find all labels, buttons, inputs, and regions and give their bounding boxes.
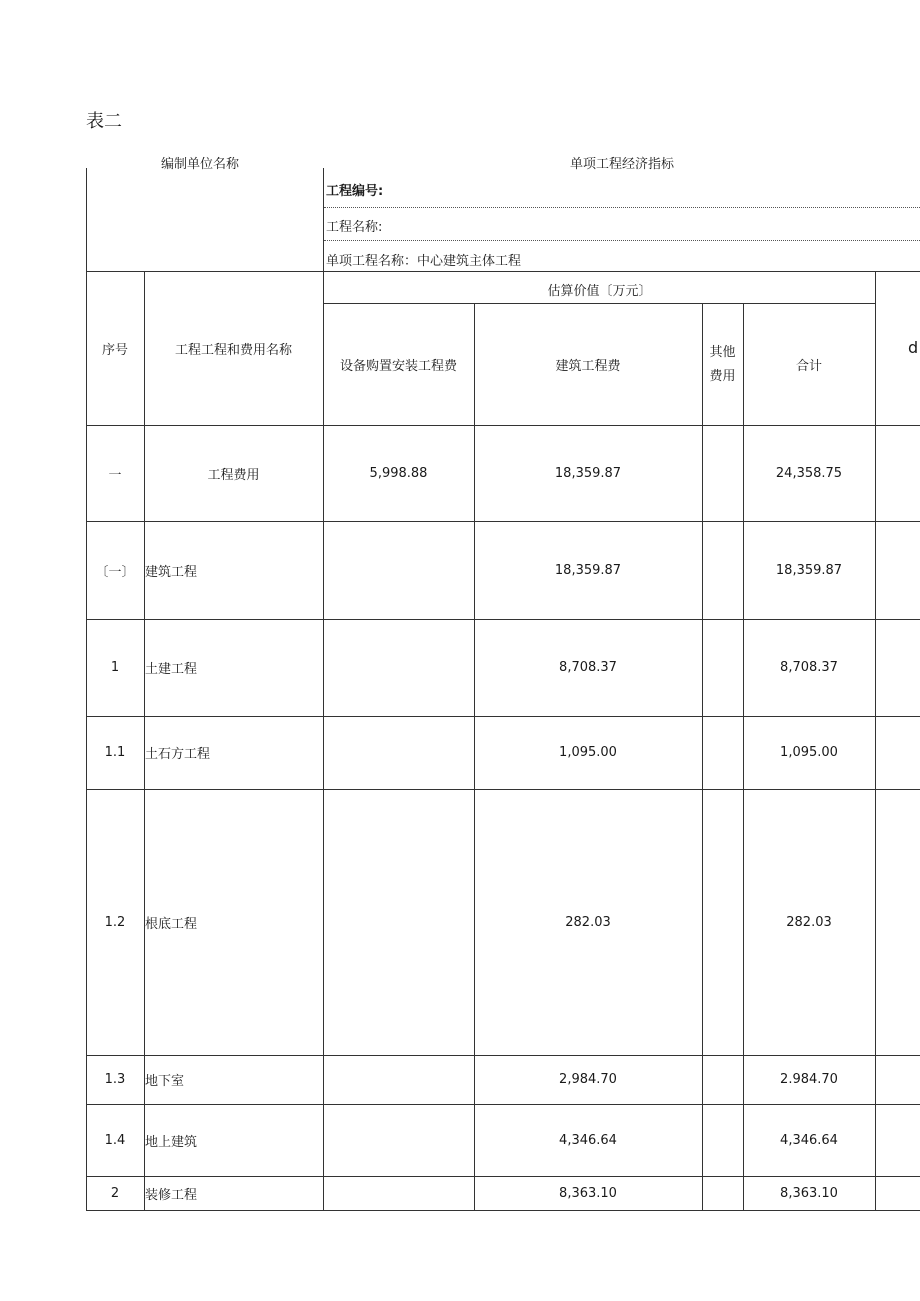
row-total: 4,346.64 (780, 1132, 838, 1148)
row-seq: 〔一〕 (95, 564, 135, 580)
row-build-cost: 282.03 (565, 914, 611, 930)
project-name-label: 工程名称: (326, 219, 383, 235)
row-name: 地上建筑 (145, 1134, 198, 1150)
row-name: 工程费用 (207, 467, 260, 483)
row-other-cost (702, 1104, 743, 1176)
row-other-cost (702, 521, 743, 619)
row-total: 8,708.37 (780, 660, 838, 675)
table-label: 表二 (86, 111, 122, 132)
row-equip-cost (323, 1176, 474, 1210)
row-total: 18,359.87 (775, 562, 843, 578)
row-name: 根底工程 (145, 916, 198, 932)
col-header-seq: 序号 (101, 343, 128, 358)
row-other-cost (702, 425, 743, 521)
row-total: 2.984.70 (780, 1072, 838, 1087)
col-header-total: 合计 (795, 359, 822, 374)
row-equip-cost (323, 619, 474, 716)
row-build-cost: 8,708.37 (559, 660, 617, 675)
row-other-cost (702, 1055, 743, 1104)
row-seq: 1.2 (104, 914, 126, 930)
project-code-label: 工程编号: (326, 183, 384, 199)
row-name: 土石方工程 (145, 747, 211, 762)
row-equip-cost (323, 1055, 474, 1104)
row-seq: 1.1 (104, 745, 126, 760)
row-build-cost: 1,095.00 (559, 745, 617, 760)
row-equip-cost (323, 521, 474, 619)
indicator-label: 单项工程经济指标 (569, 156, 674, 172)
col-header-build: 建筑工程费 (555, 359, 621, 374)
row-build-cost: 4,346.64 (559, 1132, 617, 1148)
row-build-cost: 18,359.87 (554, 562, 622, 578)
row-other-cost (702, 619, 743, 716)
row-build-cost: 2,984.70 (559, 1072, 617, 1087)
row-build-cost: 8,363.10 (559, 1185, 617, 1201)
row-other-cost (702, 716, 743, 789)
cut-header-fragment: d (908, 338, 919, 357)
row-seq: 一 (108, 467, 122, 483)
row-other-cost (702, 1176, 743, 1210)
row-other-cost (702, 789, 743, 1055)
col-header-name: 工程工程和费用名称 (174, 343, 292, 358)
row-equip-cost (323, 1104, 474, 1176)
row-seq: 1.3 (104, 1072, 126, 1087)
row-name: 建筑工程 (145, 564, 198, 580)
row-seq: 1.4 (104, 1132, 126, 1148)
row-seq: 2 (110, 1185, 120, 1201)
single-project-label: 单项工程名称：中心建筑主体工程 (326, 253, 522, 269)
row-name: 装修工程 (145, 1187, 198, 1203)
row-name: 土建工程 (145, 662, 198, 677)
row-total: 8,363.10 (780, 1185, 838, 1201)
col-header-equip: 设备购置安装工程费 (339, 359, 457, 374)
col-header-other: 其他费用 (709, 344, 736, 384)
estimate-header: 估算价值〔万元〕 (547, 283, 652, 299)
row-total: 24,358.75 (775, 465, 843, 481)
row-total: 1,095.00 (780, 745, 838, 760)
row-equip-cost: 5,998.88 (369, 465, 428, 481)
org-name-label: 编制单位名称 (160, 156, 239, 172)
row-total: 282.03 (786, 914, 832, 930)
row-equip-cost (323, 716, 474, 789)
row-equip-cost (323, 789, 474, 1055)
row-seq: 1 (110, 660, 120, 675)
row-build-cost: 18,359.87 (554, 465, 622, 481)
row-name: 地下室 (145, 1074, 185, 1089)
